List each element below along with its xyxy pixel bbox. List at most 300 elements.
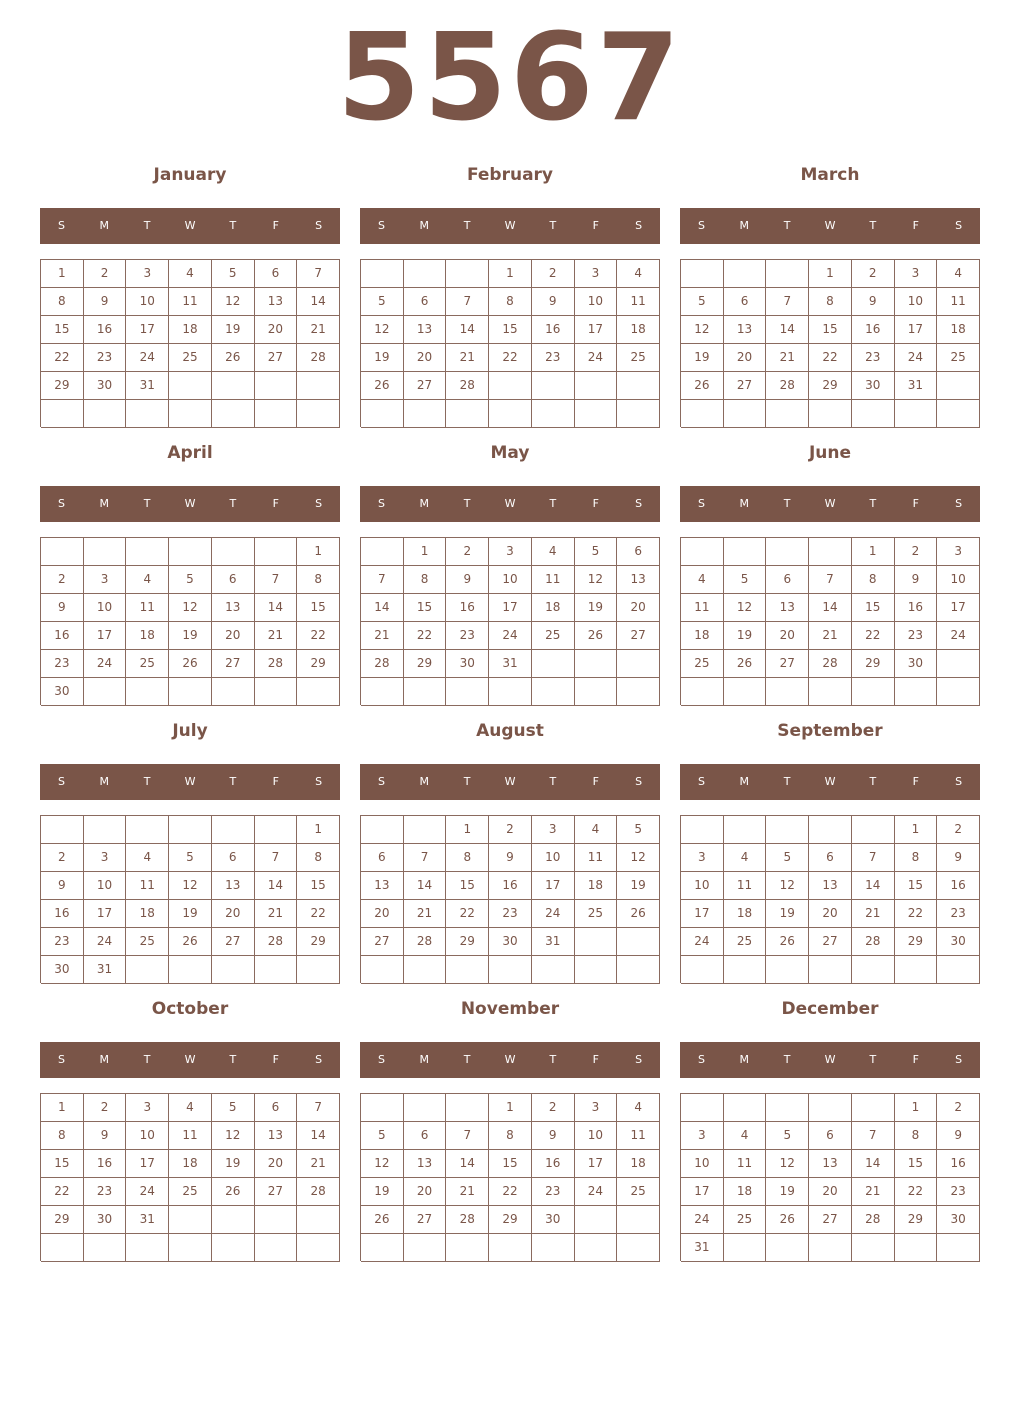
day-cell: 4 [126,844,169,872]
weekday-label: S [377,219,385,232]
day-cell: 17 [575,1150,618,1178]
empty-day-cell [169,1234,212,1262]
day-cell: 25 [575,900,618,928]
empty-day-cell [724,400,767,428]
day-cell: 27 [404,1206,447,1234]
day-cell: 3 [937,538,980,566]
weekday-header [360,486,660,522]
day-cell: 2 [41,566,84,594]
day-cell: 12 [766,1150,809,1178]
day-cell: 15 [895,1150,938,1178]
day-cell: 9 [937,844,980,872]
day-cell: 25 [126,650,169,678]
day-cell: 23 [532,1178,575,1206]
day-cell: 21 [404,900,447,928]
weekday-label: T [869,497,877,510]
day-cell: 30 [41,956,84,984]
day-cell: 12 [681,316,724,344]
day-cell: 10 [575,1122,618,1150]
day-cell: 12 [617,844,660,872]
empty-day-cell [766,538,809,566]
day-cell: 6 [212,844,255,872]
weekday-label: S [697,775,705,788]
empty-day-cell [255,1206,298,1234]
empty-day-cell [809,678,852,706]
day-cell: 7 [446,1122,489,1150]
day-cell: 8 [489,1122,532,1150]
day-cell: 20 [809,900,852,928]
weekday-label: M [739,497,750,510]
day-cell: 10 [681,872,724,900]
day-cell: 14 [255,594,298,622]
weekday-label: S [697,497,705,510]
day-cell: 23 [446,622,489,650]
day-cell: 27 [809,928,852,956]
day-cell: 18 [617,316,660,344]
day-cell: 31 [489,650,532,678]
day-cell: 15 [446,872,489,900]
day-cell: 23 [41,928,84,956]
weekday-label: W [184,219,196,232]
day-cell: 18 [617,1150,660,1178]
empty-day-cell [212,1206,255,1234]
month-name: December [781,999,879,1019]
day-cell: 10 [126,1122,169,1150]
empty-day-cell [361,400,404,428]
day-cell: 25 [532,622,575,650]
day-cell: 7 [852,844,895,872]
day-cell: 22 [895,1178,938,1206]
day-cell: 22 [297,900,340,928]
empty-day-cell [617,956,660,984]
day-cell: 10 [937,566,980,594]
day-cell: 17 [575,316,618,344]
day-cell: 11 [169,288,212,316]
empty-day-cell [681,538,724,566]
empty-day-cell [404,260,447,288]
day-cell: 16 [532,1150,575,1178]
day-cell: 3 [575,260,618,288]
day-cell: 23 [41,650,84,678]
day-cell: 28 [361,650,404,678]
weekday-label: T [869,219,877,232]
weekday-label: T [143,219,151,232]
empty-day-cell [404,816,447,844]
day-cell: 14 [446,316,489,344]
empty-day-cell [212,372,255,400]
weekday-label: M [739,1053,750,1066]
day-cell: 14 [852,872,895,900]
empty-day-cell [617,650,660,678]
day-cell: 19 [766,1178,809,1206]
day-cell: 26 [169,650,212,678]
weekday-label: S [955,775,963,788]
day-cell: 27 [724,372,767,400]
empty-day-cell [681,816,724,844]
day-cell: 28 [255,650,298,678]
day-cell: 6 [404,288,447,316]
day-cell: 17 [937,594,980,622]
day-grid [680,1093,980,1261]
empty-day-cell [617,1206,660,1234]
day-cell: 17 [489,594,532,622]
weekday-label: W [184,497,196,510]
day-cell: 11 [169,1122,212,1150]
day-cell: 21 [255,622,298,650]
day-cell: 24 [681,928,724,956]
empty-day-cell [575,678,618,706]
day-cell: 14 [404,872,447,900]
empty-day-cell [126,816,169,844]
weekday-label: M [739,219,750,232]
day-cell: 17 [895,316,938,344]
weekday-header [680,486,980,522]
weekday-label: T [549,497,557,510]
day-cell: 14 [297,1122,340,1150]
day-cell: 12 [212,288,255,316]
month-name: February [466,165,554,185]
day-cell: 18 [169,316,212,344]
day-cell: 11 [617,288,660,316]
empty-day-cell [617,400,660,428]
empty-day-cell [255,1234,298,1262]
day-cell: 19 [212,1150,255,1178]
day-cell: 25 [724,1206,767,1234]
day-cell: 6 [361,844,404,872]
empty-day-cell [169,956,212,984]
empty-day-cell [169,1206,212,1234]
weekday-label: W [824,775,836,788]
day-cell: 25 [617,1178,660,1206]
day-cell: 9 [489,844,532,872]
day-cell: 22 [41,1178,84,1206]
day-cell: 26 [766,1206,809,1234]
day-cell: 19 [169,622,212,650]
day-cell: 27 [617,622,660,650]
day-cell: 24 [126,344,169,372]
empty-day-cell [852,400,895,428]
weekday-label: T [229,497,237,510]
day-cell: 9 [895,566,938,594]
weekday-label: F [592,775,599,788]
empty-day-cell [809,1094,852,1122]
weekday-label: W [504,219,516,232]
day-cell: 2 [446,538,489,566]
empty-day-cell [895,400,938,428]
empty-day-cell [297,1206,340,1234]
weekday-label: W [824,497,836,510]
day-cell: 13 [255,1122,298,1150]
day-cell: 25 [724,928,767,956]
day-cell: 30 [489,928,532,956]
weekday-label: F [912,497,919,510]
empty-day-cell [809,816,852,844]
weekday-label: T [229,1053,237,1066]
empty-day-cell [852,816,895,844]
day-cell: 13 [809,872,852,900]
weekday-label: T [783,1053,791,1066]
day-cell: 14 [852,1150,895,1178]
day-cell: 3 [84,844,127,872]
weekday-label: T [143,1053,151,1066]
day-cell: 7 [766,288,809,316]
day-cell: 25 [617,344,660,372]
weekday-label: M [99,219,110,232]
day-cell: 24 [84,650,127,678]
weekday-label: S [57,775,65,788]
empty-day-cell [766,1094,809,1122]
weekday-label: T [869,775,877,788]
day-cell: 5 [766,1122,809,1150]
empty-day-cell [852,956,895,984]
day-cell: 16 [84,316,127,344]
day-cell: 29 [404,650,447,678]
empty-day-cell [575,400,618,428]
weekday-label: M [99,497,110,510]
day-cell: 17 [681,1178,724,1206]
empty-day-cell [724,1234,767,1262]
day-cell: 15 [41,316,84,344]
empty-day-cell [532,650,575,678]
day-cell: 29 [895,1206,938,1234]
day-cell: 27 [212,650,255,678]
day-cell: 18 [724,900,767,928]
month-name: June [808,443,852,463]
empty-day-cell [766,956,809,984]
day-grid [40,815,340,983]
day-cell: 21 [809,622,852,650]
empty-day-cell [255,816,298,844]
day-cell: 29 [297,650,340,678]
day-cell: 1 [809,260,852,288]
empty-day-cell [212,400,255,428]
day-cell: 21 [297,316,340,344]
empty-day-cell [532,400,575,428]
day-cell: 15 [852,594,895,622]
day-cell: 29 [297,928,340,956]
empty-day-cell [41,400,84,428]
weekday-label: T [463,497,471,510]
day-cell: 29 [446,928,489,956]
day-cell: 6 [255,1094,298,1122]
day-cell: 6 [809,844,852,872]
empty-day-cell [724,956,767,984]
weekday-label: S [635,497,643,510]
day-grid [360,1093,660,1261]
day-cell: 24 [126,1178,169,1206]
day-cell: 21 [446,1178,489,1206]
day-cell: 20 [255,1150,298,1178]
day-cell: 5 [724,566,767,594]
weekday-label: W [824,1053,836,1066]
weekday-label: T [549,219,557,232]
day-cell: 2 [532,1094,575,1122]
day-cell: 1 [297,816,340,844]
day-cell: 20 [766,622,809,650]
empty-day-cell [41,816,84,844]
day-cell: 26 [361,1206,404,1234]
weekday-label: T [783,497,791,510]
day-cell: 26 [361,372,404,400]
day-cell: 11 [617,1122,660,1150]
day-cell: 18 [937,316,980,344]
day-cell: 19 [361,344,404,372]
weekday-label: M [99,1053,110,1066]
day-cell: 23 [84,1178,127,1206]
day-cell: 19 [617,872,660,900]
weekday-label: S [315,775,323,788]
day-cell: 25 [126,928,169,956]
day-cell: 1 [489,1094,532,1122]
day-cell: 18 [575,872,618,900]
day-cell: 10 [681,1150,724,1178]
day-cell: 1 [895,816,938,844]
day-cell: 1 [297,538,340,566]
empty-day-cell [297,1234,340,1262]
day-cell: 7 [446,288,489,316]
day-cell: 20 [255,316,298,344]
day-cell: 10 [575,288,618,316]
day-cell: 24 [937,622,980,650]
empty-day-cell [446,956,489,984]
day-cell: 8 [895,1122,938,1150]
day-cell: 27 [361,928,404,956]
day-cell: 15 [297,594,340,622]
day-cell: 3 [126,1094,169,1122]
weekday-label: W [184,1053,196,1066]
day-cell: 13 [617,566,660,594]
day-cell: 3 [895,260,938,288]
empty-day-cell [361,678,404,706]
day-cell: 31 [126,372,169,400]
weekday-label: T [229,219,237,232]
day-cell: 17 [126,316,169,344]
day-cell: 9 [937,1122,980,1150]
weekday-header [360,208,660,244]
day-cell: 12 [169,872,212,900]
day-cell: 20 [212,900,255,928]
day-cell: 13 [212,594,255,622]
day-cell: 3 [489,538,532,566]
day-cell: 14 [809,594,852,622]
empty-day-cell [809,400,852,428]
empty-day-cell [126,956,169,984]
day-cell: 26 [212,1178,255,1206]
day-cell: 21 [446,344,489,372]
day-cell: 4 [575,816,618,844]
empty-day-cell [809,538,852,566]
day-cell: 5 [169,844,212,872]
empty-day-cell [84,1234,127,1262]
day-cell: 19 [724,622,767,650]
day-cell: 28 [852,1206,895,1234]
weekday-label: W [504,497,516,510]
day-cell: 12 [212,1122,255,1150]
day-cell: 22 [297,622,340,650]
day-cell: 25 [681,650,724,678]
empty-day-cell [41,538,84,566]
month-name: September [777,721,883,741]
day-cell: 16 [937,872,980,900]
day-cell: 21 [852,900,895,928]
weekday-label: S [635,219,643,232]
day-cell: 2 [937,1094,980,1122]
day-cell: 26 [212,344,255,372]
weekday-label: T [463,1053,471,1066]
weekday-label: S [955,1053,963,1066]
day-cell: 7 [297,260,340,288]
day-cell: 8 [297,844,340,872]
empty-day-cell [446,400,489,428]
day-cell: 6 [212,566,255,594]
day-cell: 5 [212,1094,255,1122]
weekday-header [40,1042,340,1078]
empty-day-cell [41,1234,84,1262]
day-grid [360,815,660,983]
empty-day-cell [212,1234,255,1262]
day-cell: 30 [446,650,489,678]
day-cell: 11 [681,594,724,622]
weekday-label: T [869,1053,877,1066]
empty-day-cell [489,678,532,706]
day-cell: 18 [126,900,169,928]
day-cell: 11 [724,1150,767,1178]
day-cell: 29 [489,1206,532,1234]
weekday-header [40,486,340,522]
day-cell: 22 [895,900,938,928]
day-cell: 2 [532,260,575,288]
empty-day-cell [361,260,404,288]
day-cell: 22 [489,344,532,372]
empty-day-cell [766,400,809,428]
empty-day-cell [681,260,724,288]
day-cell: 22 [489,1178,532,1206]
day-cell: 14 [361,594,404,622]
day-cell: 9 [532,288,575,316]
empty-day-cell [361,1234,404,1262]
day-cell: 25 [937,344,980,372]
weekday-label: F [272,497,279,510]
day-cell: 20 [404,1178,447,1206]
empty-day-cell [575,1234,618,1262]
day-cell: 12 [575,566,618,594]
day-cell: 30 [41,678,84,706]
empty-day-cell [575,1206,618,1234]
day-cell: 24 [681,1206,724,1234]
day-cell: 7 [809,566,852,594]
weekday-label: M [99,775,110,788]
day-cell: 10 [489,566,532,594]
weekday-header [40,208,340,244]
day-cell: 23 [937,1178,980,1206]
day-cell: 2 [84,1094,127,1122]
empty-day-cell [126,678,169,706]
weekday-label: T [229,775,237,788]
day-cell: 22 [41,344,84,372]
day-cell: 9 [41,872,84,900]
empty-day-cell [937,400,980,428]
day-cell: 11 [126,594,169,622]
day-cell: 16 [84,1150,127,1178]
day-cell: 28 [255,928,298,956]
day-cell: 8 [489,288,532,316]
empty-day-cell [297,400,340,428]
day-cell: 7 [852,1122,895,1150]
empty-day-cell [212,678,255,706]
empty-day-cell [169,400,212,428]
day-cell: 19 [766,900,809,928]
empty-day-cell [361,1094,404,1122]
